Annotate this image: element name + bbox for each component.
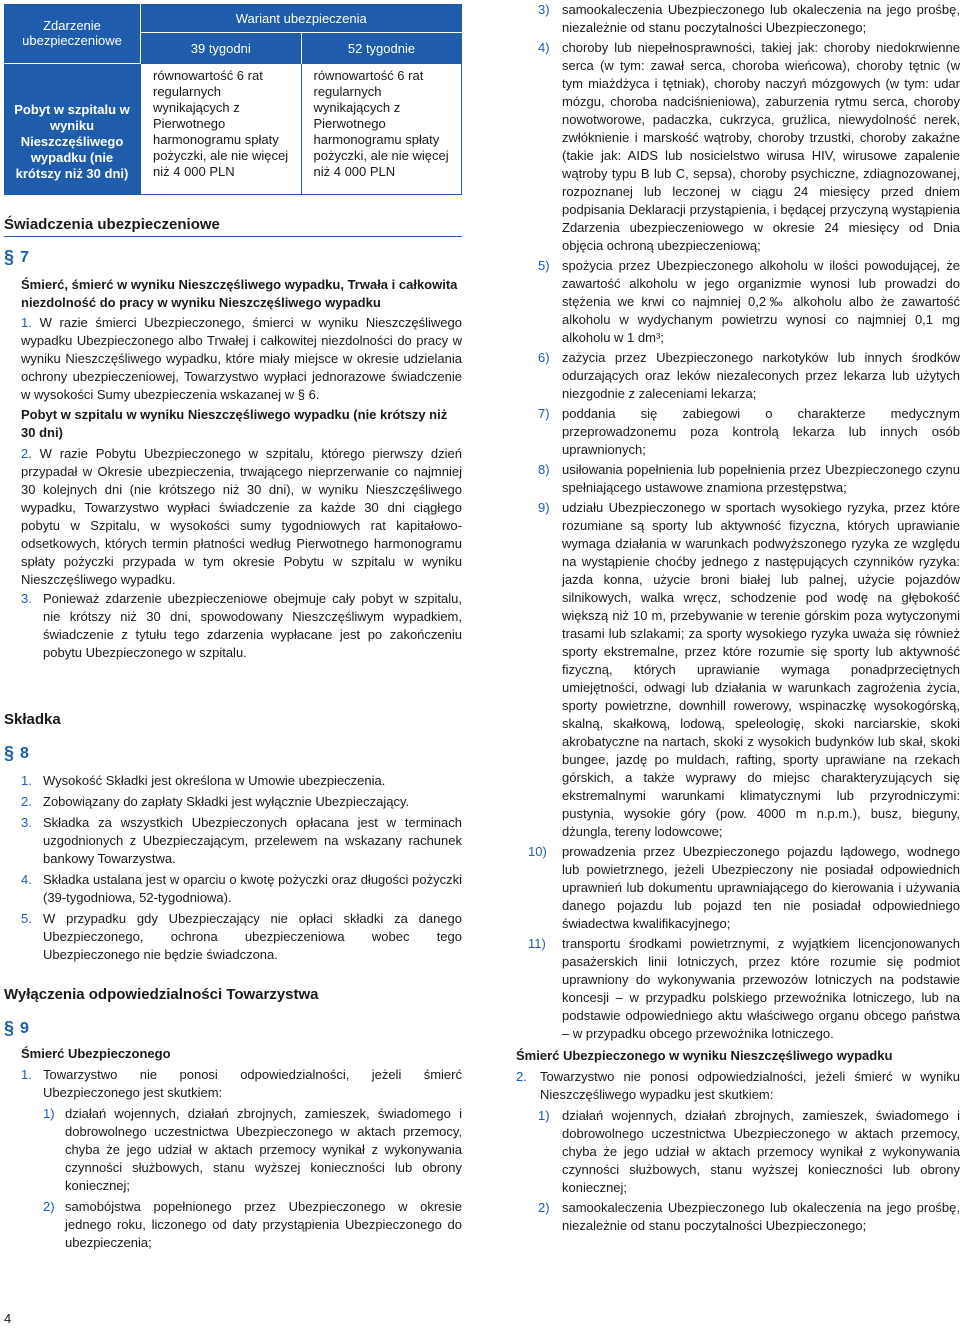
list-item: 2. Zobowiązany do zapłaty Składki jest wyłącznie Ubezpieczający. <box>21 794 410 809</box>
list-item: 8) usiłowania popełnienia lub popełnienia przez Ubezpieczonego czynu spełniającego ustawowe znamiona przestępstwa; <box>538 462 960 495</box>
clause-7-3: 3. Ponieważ zdarzenie ubezpieczeniowe obejmuje cały pobyt w szpitalu, nie krótszy niż 30 dni, spowodowany Nieszczęśliwym wypadkiem, świadczenie z tytułu tego zdarzenia wypłacane jest po zakończeniu pobytu Ubezpieczonego w szpitalu. <box>21 591 462 660</box>
premium-list <box>4 772 462 964</box>
section-premium <box>4 711 462 964</box>
section-title-premium: Składka <box>4 711 61 728</box>
heading-hospital: Pobyt w szpitalu w wyniku Nieszczęśliwego wypadku (nie krótszy niż 30 dni) <box>21 407 448 440</box>
table-corner-header: Zdarzenie ubezpieczeniowe <box>4 4 141 64</box>
list-item: 3. Składka za wszystkich Ubezpieczonych opłacana jest w terminach uzgodnionych z Ubezpieczającym, przelewem na wskazany rachunek bankowy Towarzystwa. <box>21 815 462 866</box>
exclusion-list-continued <box>516 1 960 1043</box>
list-item: 6) zażycia przez Ubezpieczonego narkotyków lub innych środków odurzających oraz leków niezaleconych przez lekarza lub użytych niezgodnie z zaleceniami lekarza; <box>538 350 960 401</box>
clause-7-1: 1. W razie śmierci Ubezpieczonego, śmierci w wyniku Nieszczęśliwego wypadku Ubezpieczonego albo Trwałej i całkowitej niezdolności do pracy w wyniku Nieszczęśliwego wypadku, które miały miejsce w okresie udzielania ochrony ubezpieczeniowej, Towarzystwo wypłaci jednorazowe świadczenie w wysokości Sumy ubezpieczenia wskazanej w § 6. <box>21 315 462 402</box>
list-item: 2) samookaleczenia Ubezpieczonego lub okaleczenia na jego prośbę, niezależnie od stanu poczytalności Ubezpieczonego; <box>538 1200 960 1233</box>
table-col-52: 52 tygodnie <box>301 33 462 64</box>
paragraph-symbol: § <box>4 743 15 763</box>
right-column <box>516 1 960 1235</box>
table-variant-header: Wariant ubezpieczenia <box>141 4 462 33</box>
table-col-39: 39 tygodni <box>141 33 302 64</box>
paragraph-7 <box>4 247 462 268</box>
paragraph-number: 9 <box>20 1019 29 1037</box>
paragraph-9 <box>4 1018 462 1039</box>
list-item: 1) działań wojennych, działań zbrojnych, zamieszek, świadomego i dobrowolnego uczestnictwa Ubezpieczonego w aktach przemocy, chyba że jego udział w aktach przemocy wynikał z wykonywania czynności służbowych, stanu wyższej konieczności lub obrony koniecznej; <box>538 1108 960 1195</box>
table-cell-52: równowartość 6 rat regularnych wynikających z Pierwotnego harmonogramu spłaty pożyczki, ale nie więcej niż 4 000 PLN <box>301 64 462 195</box>
paragraph-symbol: § <box>4 247 15 267</box>
list-item: 4) choroby lub niepełnosprawności, takiej jak: choroby niedokrwienne serca (w tym: zawał serca, choroba wieńcowa), choroby tętnic (w tym miażdżyca i tętniak), choroby naczyń mózgowych (w tym: udar mózgu, choroba nadciśnieniowa), zaburzenia rytmu serca, choroby nowotworowe, padaczka, cukrzyca, gruźlica, niewydolność nerek, zwłóknienie i marskość wątroby, choroby trzustki, choroby zakaźne (takie jak: AIDS lub nosicielstwo wirusa HIV, wirusowe zapalenie wątroby typu B lub C, sepsa), choroby psychiczne, zdiagnozowanej, rozpoznanej lub leczonej w ciągu 24 miesięcy przed dniem podpisania Deklaracji przystąpienia, i będącej przyczyną wystąpienia Zdarzenia ubezpieczeniowego w okresie 24 miesięcy od Dnia objęcia ochroną ubezpieczeniową; <box>538 40 960 253</box>
section-title-exclusions: Wyłączenia odpowiedzialności Towarzystwa <box>4 986 319 1003</box>
left-column <box>4 0 462 1250</box>
section-benefits <box>4 216 462 662</box>
table-row-label: Pobyt w szpitalu w wyniku Nieszczęśliwego wypadku (nie krótszy niż 30 dni) <box>4 64 141 195</box>
list-item: 11) transportu środkami powietrznymi, z wyjątkiem licencjonowanych pasażerskich linii lotniczych, przez które rozumie się podmiot uprawniony do wykonywania przewozów lotniczych na podstawie koncesji – w przypadku polskiego przewoźnika lotniczego, lub na podstawie odpowiedniego aktu właściwego organu obcego państwa – w przypadku obcego przewoźnika lotniczego. <box>528 936 960 1041</box>
list-item: 10) prowadzenia przez Ubezpieczonego pojazdu lądowego, wodnego lub powietrznego, jeżeli Ubezpieczony nie posiadał odpowiednich uprawnień lub dokumentu uprawniającego do kierowania i używania danego pojazdu lub pojazd ten nie posiadał odpowiedniego świadectwa kwalifikacyjnego; <box>528 844 960 931</box>
paragraph-symbol: § <box>4 1018 15 1038</box>
paragraph-8 <box>4 743 462 764</box>
list-item: 5. W przypadku gdy Ubezpieczający nie opłaci składki za danego Ubezpieczonego, ochrona ubezpieczeniowa wobec tego Ubezpieczonego nie będzie świadczona. <box>21 911 462 962</box>
heading-death-disability: Śmierć, śmierć w wyniku Nieszczęśliwego wypadku, Trwała i całkowita niezdolność do pracy w wyniku Nieszczęśliwego wypadku <box>21 277 458 310</box>
clause-9-2: 2. Towarzystwo nie ponosi odpowiedzialności, jeżeli śmierć w wyniku Nieszczęśliwego wypadku jest skutkiem: <box>516 1069 960 1102</box>
list-item: 3) samookaleczenia Ubezpieczonego lub okaleczenia na jego prośbę, niezależnie od stanu poczytalności Ubezpieczonego; <box>538 2 960 35</box>
heading-death: Śmierć Ubezpieczonego <box>21 1046 171 1061</box>
list-item: 7) poddania się zabiegowi o charakterze medycznym przeprowadzonemu poza kontrolą lekarza lub innych osób uprawnionych; <box>538 406 960 457</box>
section-exclusions <box>4 986 462 1252</box>
benefit-table <box>4 4 462 195</box>
list-item: 1. Wysokość Składki jest określona w Umowie ubezpieczenia. <box>21 773 386 788</box>
section-title-benefits: Świadczenia ubezpieczeniowe <box>4 216 462 237</box>
clause-7-2: 2. W razie Pobytu Ubezpieczonego w szpitalu, którego pierwszy dzień przypadał w Okresie ubezpieczenia, trwającego nieprzerwanie co najmniej 30 kolejnych dni (nie krótszego niż 30 dni), w wyniku Nieszczęśliwego wypadku, Towarzystwo wypłaci świadczenie za każde 30 dni ciągłego pobytu w Szpitalu, w wysokości sumy tygodniowych rat kapitałowo-odsetkowych, których termin płatności według Pierwotnego harmonogramu spłaty pożyczki przypada w tym okresie Pobytu w szpitalu w wyniku Nieszczęśliwego wypadku. <box>21 446 462 587</box>
list-item: 4. Składka ustalana jest w oparciu o kwotę pożyczki oraz długości pożyczki (39-tygodniowa, 52-tygodniowa). <box>21 872 462 905</box>
list-item: 9) udziału Ubezpieczonego w sportach wysokiego ryzyka, przez które rozumiane są sporty lub aktywność fizyczna, których uprawianie wymaga działania w warunkach podwyższonego ryzyka ze względu na wystąpienie choćby jednego z następujących czynników ryzyka: jazda konna, użycie broni białej lub palnej, użycie pojazdów silnikowych, walka wręcz, schodzenie pod wodę na głębokość większą niż 10 m, przebywanie w terenie górskim poza wytyczonymi trasami lub szlakami; za sporty wysokiego ryzyka uważa się również sporty ekstremalne, przez które rozumie się sporty lub aktywność fizyczną, których uprawianie wymaga ponadprzeciętnych umiejętności, odwagi lub działania w warunkach zagrożenia życia, sporty powietrzne, downhill rowerowy, wspinaczkę wysokogórską, skalną, skałkową, lodową, speleologię, skoki narciarskie, skoki akrobatyczne na nartach, skoki z wysokich budynków lub skał, skoki bungee, jazdę po muldach, rafting, sporty uprawiane na rzekach górskich, a także wyprawy do miejsc charakteryzujących się ekstremalnymi warunkami klimatycznymi lub przyrodniczymi: pustynia, wysokie góry (pow. 4000 m n.p.m.), busz, bieguny, dżungla, tereny lodowcowe; <box>538 500 960 839</box>
paragraph-number: 7 <box>20 248 29 266</box>
page-number: 4 <box>4 1311 12 1326</box>
heading-accident-death: Śmierć Ubezpieczonego w wyniku Nieszczęśliwego wypadku <box>516 1048 893 1063</box>
list-item: 1) działań wojennych, działań zbrojnych, zamieszek, świadomego i dobrowolnego uczestnictwa Ubezpieczonego w aktach przemocy, chyba że jego udział w aktach przemocy wynikał z wykonywania czynności służbowych, stanu wyższej konieczności lub obrony koniecznej; <box>43 1106 462 1193</box>
table-cell-39: równowartość 6 rat regularnych wynikających z Pierwotnego harmonogramu spłaty pożyczki, ale nie więcej niż 4 000 PLN <box>141 64 302 195</box>
paragraph-number: 8 <box>20 744 29 762</box>
list-item: 2) samobójstwa popełnionego przez Ubezpieczonego w okresie jednego roku, liczonego od daty przystąpienia Ubezpieczonego do ubezpieczenia; <box>43 1199 462 1250</box>
list-item: 5) spożycia przez Ubezpieczonego alkoholu w ilości powodującej, że zawartość alkoholu w jego organizmie wynosi lub prowadzi do stężenia we krwi co najmniej 0,2‰ alkoholu albo że zawartość alkoholu w wydychanym powietrzu wynosi co najmniej 0,1 mg alkoholu w 1 dm³; <box>538 258 960 345</box>
clause-9-1: 1. Towarzystwo nie ponosi odpowiedzialności, jeżeli śmierć Ubezpieczonego jest skutkiem: <box>21 1067 462 1100</box>
